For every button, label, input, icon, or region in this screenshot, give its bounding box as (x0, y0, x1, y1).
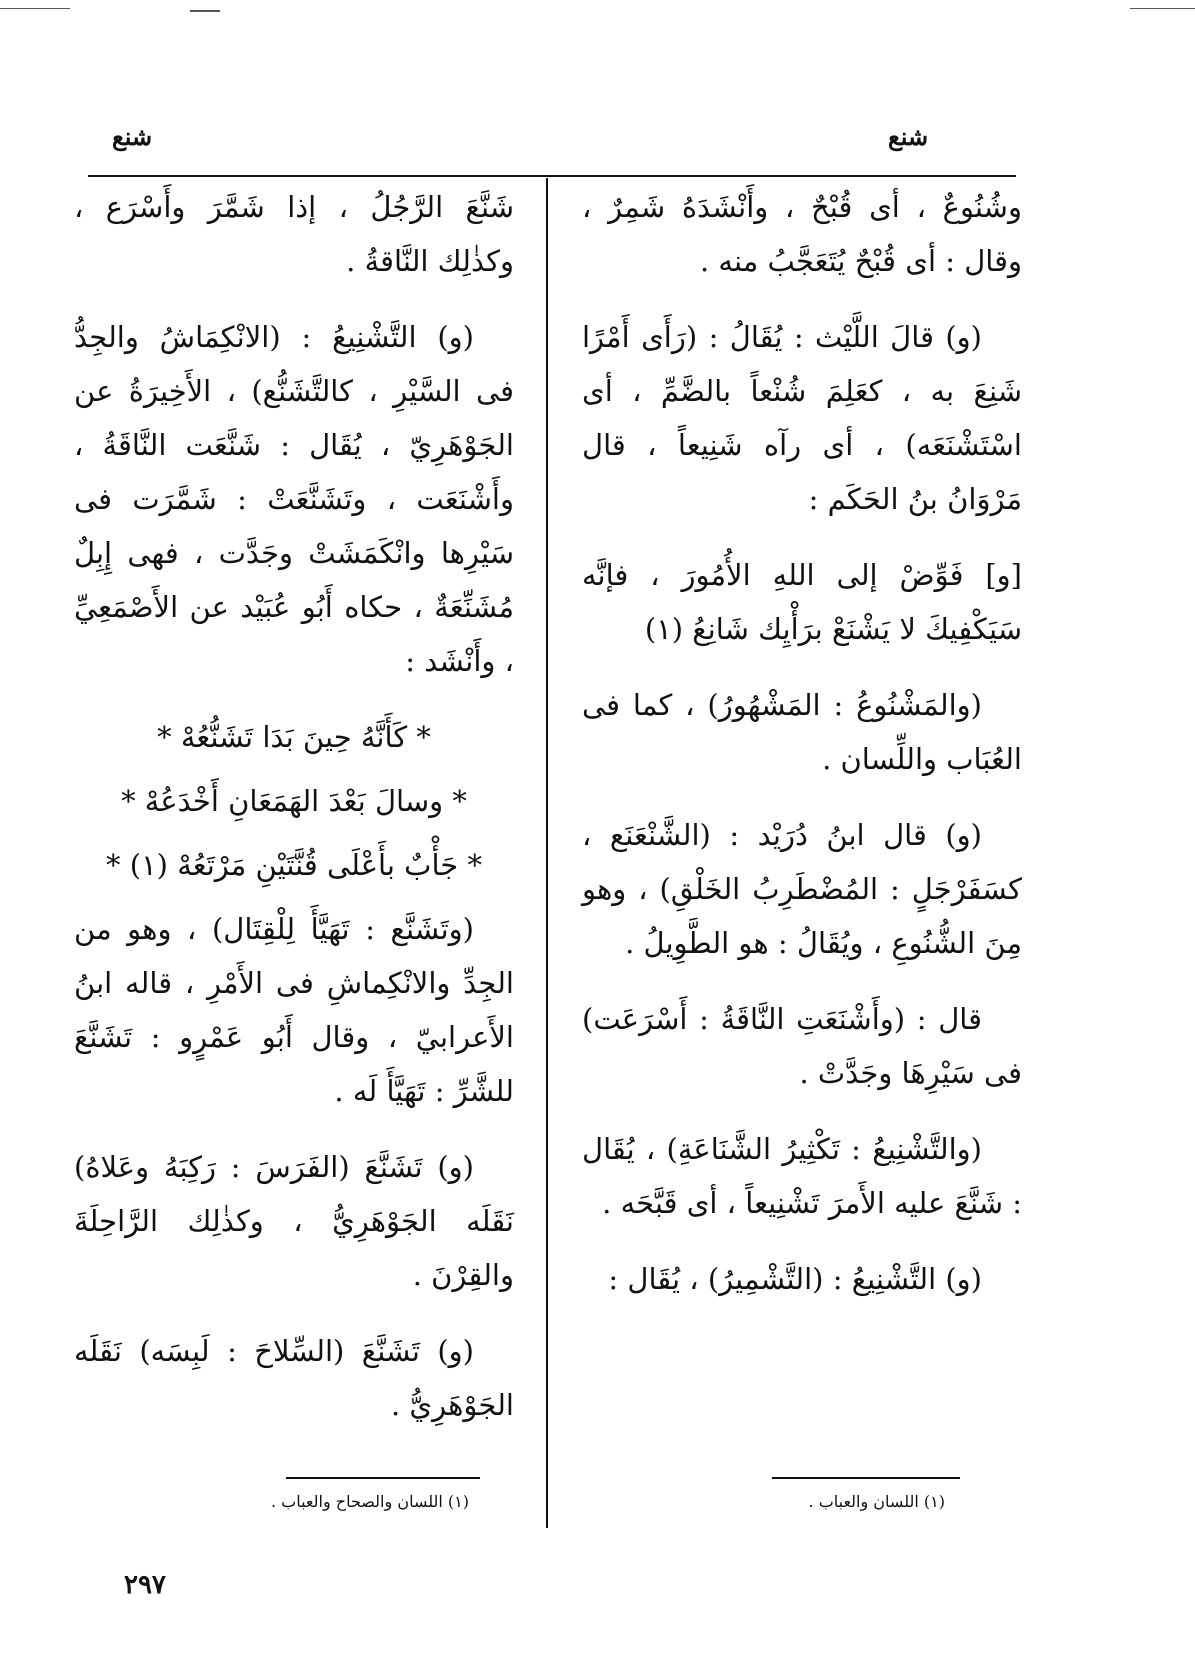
scan-artifact-line (190, 10, 220, 12)
verse-line: * جَأْبٌ بأَعْلَى قُنَّتَيْنِ مَرْتَعُهْ (١) * (106, 848, 482, 882)
paragraph: (و) قال ابنُ دُرَيْد : (الشَّنْعَنَع ، كسَفَرْجَلٍ : المُضْطَرِبُ الخَلْقِ) ، وهو مِنَ الشُّنُوعِ ، ويُقَالُ : هو الطَّوِيلُ . (582, 818, 1022, 960)
right-column (582, 180, 1022, 1328)
paragraph: وشُنُوعٌ ، أى قُبْحٌ ، وأَنْشَدَهُ شَمِرٌ ، وقال : أى قُبْحٌ يُتَعَجَّبُ منه . (582, 190, 1022, 278)
header-word-left: شنع (112, 122, 153, 151)
paragraph: (و) قالَ اللَّيْث : يُقَالُ : (رَأَى أَمْرًا شَنِعَ به ، كعَلِمَ شُنْعاً بالضَّمِّ ، أى اسْتَشْنَعَه) ، أى رآه شَنِيعاً ، قال مَرْوَانُ بنُ الحَكَم : (582, 320, 1022, 516)
paragraph: (و) التَّشْنِيعُ : (التَّشْمِيرُ) ، يُقَال : (608, 1262, 982, 1296)
paragraph: (والمَشْنُوعُ : المَشْهُورُ) ، كما فى العُبَاب واللِّسان . (582, 688, 1022, 776)
paragraph: قال : (وأَشْنَعَتِ النَّاقَةُ : أَسْرَعَت) فى سَيْرِهَا وجَدَّتْ . (582, 1002, 1022, 1090)
paragraph: شَنَّعَ الرَّجُلُ ، إذا شَمَّرَ وأَسْرَع ، وكذٰلِك النَّاقةُ . (74, 190, 514, 278)
paragraph: (وتَشَنَّع : تَهَيَّأَ لِلْقِتَال) ، وهو من الجِدِّ والانْكِماشِ فى الأَمْرِ ، قاله ابنُ الأَعرابيّ ، وقال أَبُو عَمْرٍو : تَشَنَّعَ للشَّرِّ : تَهَيَّأَ لَه . (74, 912, 514, 1108)
scan-artifact-line (1130, 8, 1195, 9)
paragraph: (و) تَشَنَّعَ (الفَرَسَ : رَكِبَهُ وعَلاهُ) نَقَلَه الجَوْهَرِيُّ ، وكذٰلِك الرَّاحِلَةَ والقِرْنَ . (74, 1150, 514, 1292)
footnote: (١) اللسان والعباب . (808, 1492, 945, 1511)
header-word-right: شنع (888, 122, 929, 151)
left-column (74, 180, 514, 1454)
paragraph: (و) تَشَنَّعَ (السِّلاحَ : لَبِسَه) نَقَلَه الجَوْهَرِيُّ . (74, 1334, 514, 1422)
header-rule (88, 175, 1016, 177)
verse-line: * وسالَ بَعْدَ الهَمَعَانِ أَخْدَعُهْ * (121, 784, 467, 818)
column-divider (546, 178, 548, 1528)
page-number: ٢٩٧ (124, 1570, 166, 1600)
footnote-rule (772, 1477, 960, 1479)
paragraph: (و) التَّشْنِيعُ : (الانْكِمَاشُ والجِدُّ فى السَّيْرِ ، كالتَّشَنُّع) ، الأَخِيرَةُ عن الجَوْهَرِيّ ، يُقَال : شَنَّعَت النَّاقَةُ ، وأَشْنَعَت ، وتَشَنَّعَتْ : شَمَّرَت فى سَيْرِها وانْكَمَشَتْ وجَدَّت ، فهى إِبِلٌ مُشَنِّعَةٌ ، حكاه أَبُو عُبَيْد عن الأَصْمَعِيِّ ، وأَنْشَد : (74, 320, 514, 678)
paragraph: (والتَّشْنِيعُ : تَكْثِيرُ الشَّنَاعَةِ) ، يُقَال : شَنَّعَ عليه الأَمرَ تَشْنِيعاً ، أى قَبَّحَه . (582, 1132, 1022, 1220)
scan-artifact-line (0, 8, 70, 9)
verse-line: [و] فَوِّضْ إلى اللهِ الأُمُورَ ، فإنَّه سَيَكْفِيكَ لا يَشْنَعْ برَأْيِك شَانِعُ (١) (582, 558, 1022, 646)
footnote-rule (286, 1477, 480, 1479)
footnote: (١) اللسان والصحاح والعباب . (270, 1492, 469, 1511)
verse-line: * كَأَنَّهُ حِينَ بَدَا تَشَنُّعُهْ * (157, 720, 431, 754)
